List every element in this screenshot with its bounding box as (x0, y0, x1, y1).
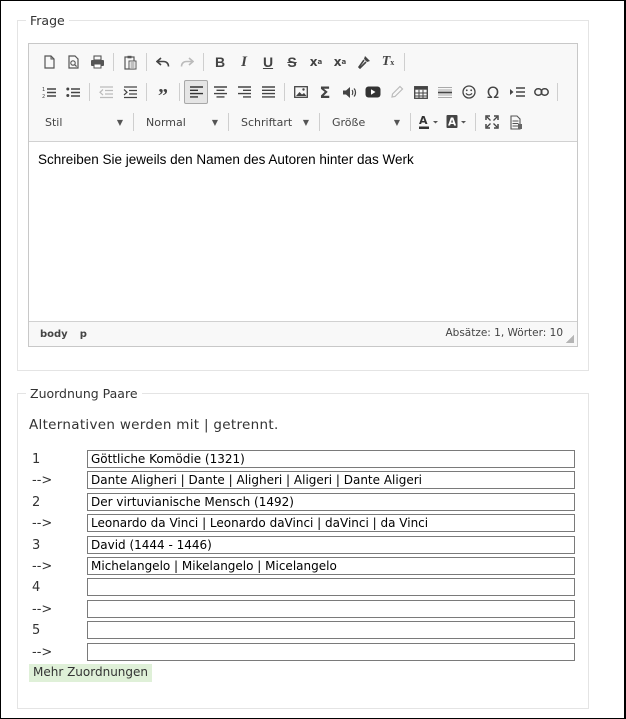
rich-text-editor (28, 43, 578, 347)
pair-term-input[interactable] (87, 621, 575, 639)
superscript-icon[interactable]: x a (333, 55, 347, 69)
svg-text:2: 2 (42, 93, 46, 99)
horizontal-line-icon[interactable] (433, 80, 457, 104)
pair-arrow: --> (32, 516, 53, 531)
alternatives-hint: Alternativen werden mit | getrennt. (29, 417, 279, 433)
undo-icon[interactable] (151, 50, 175, 74)
pair-term-input[interactable]: Göttliche Komödie (1321) (87, 450, 575, 468)
toolbar-row-3 (37, 109, 528, 135)
toolbar-separator (89, 83, 90, 101)
pair-arrow: --> (32, 645, 53, 660)
svg-text:1: 1 (42, 86, 46, 93)
align-left-icon[interactable] (184, 80, 208, 104)
question-legend: Frage (26, 13, 69, 28)
toolbar-separator (133, 113, 134, 131)
toolbar-separator (179, 83, 180, 101)
toolbar-separator (410, 113, 411, 131)
style-combo-label: Stil (45, 115, 63, 129)
copy-format-icon[interactable] (352, 50, 376, 74)
bulleted-list-icon[interactable] (61, 80, 85, 104)
numbered-list-icon[interactable] (37, 80, 61, 104)
toolbar-separator (228, 113, 229, 131)
editor-text: Schreiben Sie jeweils den Namen des Autoren hinter das Werk (38, 152, 414, 167)
preview-icon[interactable] (61, 50, 85, 74)
remove-format-icon[interactable]: T x (381, 54, 395, 69)
subscript-icon[interactable]: x a (309, 55, 323, 69)
font-combo[interactable] (233, 111, 315, 133)
indent-icon[interactable] (118, 80, 142, 104)
italic-icon[interactable]: I (241, 53, 247, 70)
smiley-icon[interactable] (457, 80, 481, 104)
pair-arrow: --> (32, 602, 53, 617)
resize-handle-icon[interactable] (566, 335, 574, 343)
toolbar-separator (557, 83, 558, 101)
format-combo-label: Normal (146, 115, 186, 129)
new-page-icon[interactable] (37, 50, 61, 74)
svg-text:A: A (448, 116, 457, 129)
more-pairs-button[interactable]: Mehr Zuordnungen (29, 664, 152, 682)
style-combo[interactable] (37, 111, 129, 133)
path-body[interactable]: body (40, 329, 68, 340)
toolbar-separator (146, 53, 147, 71)
svg-text:A: A (419, 114, 428, 127)
pair-answer-input[interactable] (87, 643, 575, 661)
toolbar-separator (319, 113, 320, 131)
toolbar-row-1 (37, 49, 409, 75)
align-right-icon[interactable] (232, 80, 256, 104)
page-break-icon[interactable] (505, 80, 529, 104)
toolbar-separator (284, 83, 285, 101)
word-count: Absätze: 1, Wörter: 10 (445, 327, 563, 339)
size-combo[interactable] (324, 111, 406, 133)
font-combo-label: Schriftart (241, 115, 293, 129)
special-char-omega-icon[interactable]: Ω (486, 82, 500, 102)
chevron-down-icon: ▼ (302, 117, 309, 127)
editor-content[interactable] (29, 141, 577, 321)
path-p[interactable]: p (79, 329, 87, 340)
audio-icon[interactable] (337, 80, 361, 104)
toolbar-separator (146, 83, 147, 101)
pair-answer-input[interactable]: Leonardo da Vinci | Leonardo daVinci | daVinci | da Vinci (87, 514, 575, 532)
format-combo[interactable] (138, 111, 224, 133)
toolbar-row-2 (37, 79, 562, 105)
justify-icon[interactable] (256, 80, 280, 104)
underline-icon[interactable]: U (262, 54, 274, 70)
pair-answer-input[interactable]: Dante Aligheri | Dante | Aligheri | Aligeri | Dante Aligeri (87, 471, 575, 489)
show-blocks-icon[interactable] (504, 110, 528, 134)
pair-number: 5 (32, 623, 41, 638)
outdent-icon[interactable] (94, 80, 118, 104)
link-icon[interactable] (529, 80, 553, 104)
blockquote-icon[interactable]: ” (158, 84, 168, 107)
pair-number: 2 (32, 495, 41, 510)
math-sigma-icon[interactable]: Σ (319, 82, 331, 102)
table-icon[interactable] (409, 80, 433, 104)
pair-number: 1 (32, 452, 41, 467)
background-color-icon[interactable] (443, 110, 471, 134)
toolbar-separator (404, 53, 405, 71)
image-icon[interactable] (289, 80, 313, 104)
chevron-down-icon: ▼ (211, 117, 218, 127)
paste-from-word-icon[interactable] (118, 50, 142, 74)
editor-statusbar (29, 321, 577, 346)
toolbar-separator (475, 113, 476, 131)
print-icon[interactable] (85, 50, 109, 74)
toolbar-separator (113, 53, 114, 71)
bold-icon[interactable]: B (214, 54, 226, 70)
toolbar-separator (203, 53, 204, 71)
pair-term-input[interactable]: David (1444 - 1446) (87, 536, 575, 554)
pair-answer-input[interactable] (87, 600, 575, 618)
maximize-icon[interactable] (480, 110, 504, 134)
chevron-down-icon: ▼ (116, 117, 123, 127)
youtube-icon[interactable] (361, 80, 385, 104)
text-color-icon[interactable] (415, 110, 443, 134)
pair-arrow: --> (32, 559, 53, 574)
element-path (40, 329, 99, 340)
pair-term-input[interactable]: Der virtuvianische Mensch (1492) (87, 493, 575, 511)
pair-number: 3 (32, 538, 41, 553)
pencil-icon[interactable] (385, 80, 409, 104)
pair-term-input[interactable] (87, 578, 575, 596)
redo-icon[interactable] (175, 50, 199, 74)
pairs-legend: Zuordnung Paare (26, 386, 142, 401)
pair-arrow: --> (32, 473, 53, 488)
strikethrough-icon[interactable]: S (287, 54, 297, 70)
chevron-down-icon: ▼ (393, 117, 400, 127)
pair-answer-input[interactable]: Michelangelo | Mikelangelo | Micelangelo (87, 557, 575, 575)
size-combo-label: Größe (332, 115, 366, 129)
align-center-icon[interactable] (208, 80, 232, 104)
pair-number: 4 (32, 580, 41, 595)
